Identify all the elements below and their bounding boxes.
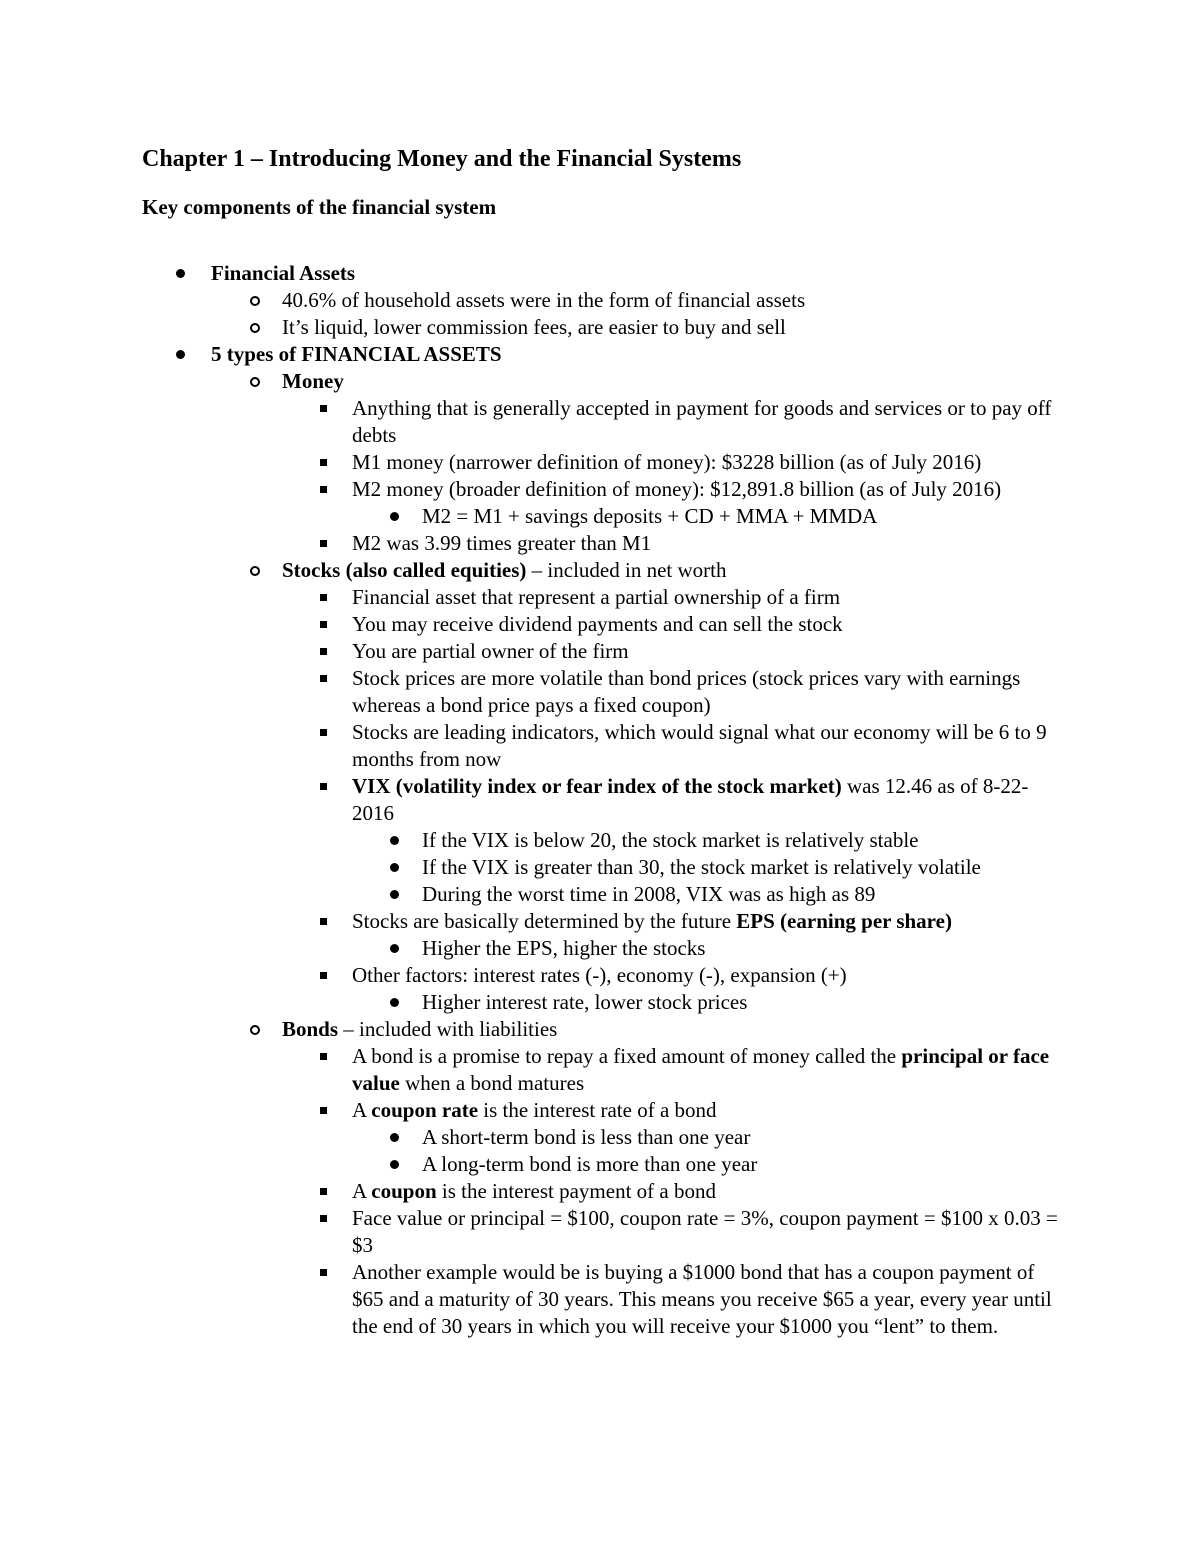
list-item (0, 908, 1200, 962)
list-item (0, 584, 1200, 611)
item-heading: Stocks (also called equities) (282, 558, 527, 582)
list-item (0, 773, 1200, 908)
item-heading: Bonds (282, 1017, 339, 1041)
item-text: Another example would be is buying a $1000 bond that has a coupon payment of $65 and a maturity of 30 years. This means you receive $65 a year, every year until the end of 30 years in which you will receive your $1000 you “lent” to them. (352, 1260, 1052, 1338)
disc-bullet-icon (390, 512, 399, 521)
square-bullet-icon (320, 729, 327, 736)
list-item (0, 476, 1200, 530)
list-item (0, 665, 1200, 719)
item-text: Higher the EPS, higher the stocks (422, 936, 706, 960)
list-item (0, 854, 1200, 881)
disc-bullet-icon (176, 269, 185, 278)
item-heading: Financial Assets (211, 261, 356, 285)
list-item (0, 287, 1200, 314)
item-heading: VIX (volatility index or fear index of the stock market) (352, 774, 842, 798)
item-heading: principal or face value (352, 1044, 1050, 1095)
list-item (0, 1259, 1200, 1340)
item-text: is the interest payment of a bond (436, 1179, 716, 1203)
item-text: M2 was 3.99 times greater than M1 (352, 531, 652, 555)
list-item (0, 1043, 1200, 1097)
disc-bullet-icon (390, 998, 399, 1007)
disc-bullet-icon (390, 1133, 399, 1142)
square-bullet-icon (320, 918, 327, 925)
list-item (0, 611, 1200, 638)
item-text: 40.6% of household assets were in the form of financial assets (282, 288, 806, 312)
list-item (0, 989, 1200, 1016)
list-item (0, 1205, 1200, 1259)
section-heading: Key components of the financial system (142, 195, 497, 219)
item-text: You are partial owner of the firm (352, 639, 629, 663)
list-item (0, 1124, 1200, 1151)
item-text: – included with liabilities (338, 1017, 558, 1041)
list-item (0, 719, 1200, 773)
circle-bullet-icon (250, 1025, 260, 1035)
list-item (0, 1097, 1200, 1178)
square-bullet-icon (320, 648, 327, 655)
item-text: Stocks are basically determined by the future (352, 909, 737, 933)
item-text: – included in net worth (526, 558, 727, 582)
square-bullet-icon (320, 540, 327, 547)
square-bullet-icon (320, 1053, 327, 1060)
item-text: Higher interest rate, lower stock prices (422, 990, 748, 1014)
item-text: A bond is a promise to repay a fixed amount of money called the (352, 1044, 902, 1068)
item-text: Stocks are leading indicators, which would signal what our economy will be 6 to 9 months from now (352, 720, 1047, 771)
item-text: If the VIX is greater than 30, the stock market is relatively volatile (422, 855, 981, 879)
list-item (0, 935, 1200, 962)
item-text: Other factors: interest rates (-), economy (-), expansion (+) (352, 963, 847, 987)
list-item (0, 557, 1200, 1016)
item-text: M2 money (broader definition of money): $12,891.8 billion (as of July 2016) (352, 477, 1002, 501)
list-item (0, 368, 1200, 557)
list-item (0, 962, 1200, 1016)
list-item (0, 449, 1200, 476)
list-item (0, 260, 1200, 341)
item-text: M1 money (narrower definition of money): $3228 billion (as of July 2016) (352, 450, 982, 474)
outline-list (0, 260, 1200, 1340)
list-item (0, 395, 1200, 449)
disc-bullet-icon (390, 890, 399, 899)
square-bullet-icon (320, 1215, 327, 1222)
item-text: A (352, 1098, 372, 1122)
list-item (0, 341, 1200, 1340)
item-text: when a bond matures (399, 1071, 585, 1095)
item-heading: 5 types of FINANCIAL ASSETS (211, 342, 502, 366)
item-text: Stock prices are more volatile than bond prices (stock prices vary with earnings whereas a bond price pays a fixed coupon) (352, 666, 1021, 717)
disc-bullet-icon (176, 350, 185, 359)
list-item (0, 503, 1200, 530)
square-bullet-icon (320, 621, 327, 628)
item-text: A (352, 1179, 372, 1203)
square-bullet-icon (320, 1269, 327, 1276)
disc-bullet-icon (390, 863, 399, 872)
page-title: Chapter 1 – Introducing Money and the Financial Systems (142, 146, 742, 172)
list-item (0, 1151, 1200, 1178)
square-bullet-icon (320, 972, 327, 979)
item-heading: Money (282, 369, 344, 393)
list-item (0, 638, 1200, 665)
list-item (0, 881, 1200, 908)
item-text: M2 = M1 + savings deposits + CD + MMA + MMDA (422, 504, 878, 528)
circle-bullet-icon (250, 296, 260, 306)
circle-bullet-icon (250, 377, 260, 387)
disc-bullet-icon (390, 836, 399, 845)
square-bullet-icon (320, 783, 327, 790)
item-text: You may receive dividend payments and can sell the stock (352, 612, 843, 636)
item-text: is the interest rate of a bond (478, 1098, 717, 1122)
list-item (0, 1178, 1200, 1205)
disc-bullet-icon (390, 1160, 399, 1169)
item-text: was 12.46 as of 8-22-2016 (352, 774, 1029, 825)
item-text: Financial asset that represent a partial ownership of a firm (352, 585, 841, 609)
square-bullet-icon (320, 1107, 327, 1114)
list-item (0, 530, 1200, 557)
item-text: A short-term bond is less than one year (422, 1125, 751, 1149)
item-text: A long-term bond is more than one year (422, 1152, 758, 1176)
item-heading: coupon rate (371, 1098, 479, 1122)
item-text: Anything that is generally accepted in payment for goods and services or to pay off debts (352, 396, 1052, 447)
item-heading: EPS (earning per share) (736, 909, 952, 933)
square-bullet-icon (320, 405, 327, 412)
square-bullet-icon (320, 1188, 327, 1195)
item-text: Face value or principal = $100, coupon rate = 3%, coupon payment = $100 x 0.03 = $3 (352, 1206, 1058, 1257)
list-item (0, 827, 1200, 854)
square-bullet-icon (320, 459, 327, 466)
list-item (0, 314, 1200, 341)
square-bullet-icon (320, 486, 327, 493)
circle-bullet-icon (250, 566, 260, 576)
item-text: During the worst time in 2008, VIX was as high as 89 (422, 882, 876, 906)
circle-bullet-icon (250, 323, 260, 333)
square-bullet-icon (320, 675, 327, 682)
item-text: If the VIX is below 20, the stock market is relatively stable (422, 828, 919, 852)
item-heading: coupon (371, 1179, 437, 1203)
disc-bullet-icon (390, 944, 399, 953)
item-text: It’s liquid, lower commission fees, are easier to buy and sell (282, 315, 786, 339)
square-bullet-icon (320, 594, 327, 601)
list-item (0, 1016, 1200, 1340)
